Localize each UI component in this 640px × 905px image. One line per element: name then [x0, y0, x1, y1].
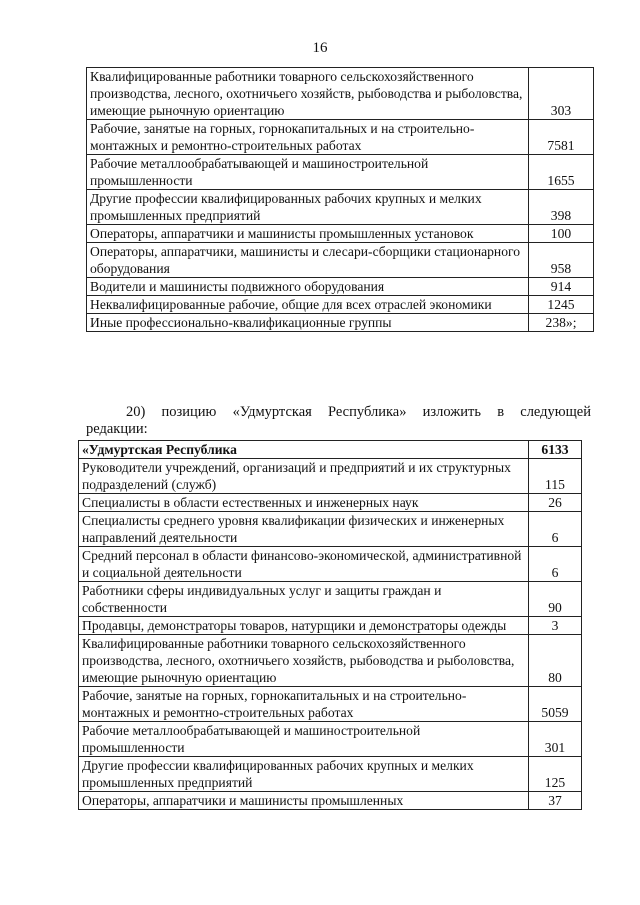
row-label: Другие профессии квалифицированных рабочих крупных и мелких промышленных предприятий	[79, 757, 529, 792]
row-label: Операторы, аппаратчики и машинисты промышленных	[79, 792, 529, 810]
row-value: 80	[529, 635, 582, 687]
page-number: 16	[312, 40, 328, 56]
row-label: Продавцы, демонстраторы товаров, натурщики и демонстраторы одежды	[79, 617, 529, 635]
row-value: 100	[529, 225, 594, 243]
row-value: 958	[529, 243, 594, 278]
table-row	[79, 582, 582, 617]
table-row	[87, 314, 594, 332]
row-value: 238»;	[529, 314, 594, 332]
table-row	[87, 296, 594, 314]
row-value: 6	[529, 512, 582, 547]
row-value: 5059	[529, 687, 582, 722]
row-label: Операторы, аппаратчики, машинисты и слесари-сборщики стационарного оборудования	[87, 243, 529, 278]
row-label: Другие профессии квалифицированных рабочих крупных и мелких промышленных предприятий	[87, 190, 529, 225]
row-value: 125	[529, 757, 582, 792]
row-value: 398	[529, 190, 594, 225]
row-label: Специалисты среднего уровня квалификации физических и инженерных направлений деятельности	[79, 512, 529, 547]
row-value: 115	[529, 459, 582, 494]
row-label: Рабочие, занятые на горных, горнокапитальных и на строительно-монтажных и ремонтно-строительных работах	[87, 120, 529, 155]
row-label: Операторы, аппаратчики и машинисты промышленных установок	[87, 225, 529, 243]
table-row	[79, 687, 582, 722]
amendment-paragraph-continued: редакции:	[86, 421, 148, 437]
row-value: 1245	[529, 296, 594, 314]
table-row	[79, 459, 582, 494]
table-row	[87, 225, 594, 243]
table-row	[87, 190, 594, 225]
row-value: 26	[529, 494, 582, 512]
table-row	[79, 512, 582, 547]
row-label: Квалифицированные работники товарного сельскохозяйственного производства, лесного, охотничьего хозяйств, рыбоводства и рыболовства, имеющие рыночную ориентацию	[87, 68, 529, 120]
row-label: Средний персонал в области финансово-экономической, административной и социальной деятельности	[79, 547, 529, 582]
row-label: Работники сферы индивидуальных услуг и защиты граждан и собственности	[79, 582, 529, 617]
row-value: 6	[529, 547, 582, 582]
table-row	[79, 722, 582, 757]
table-row	[87, 120, 594, 155]
table-row	[87, 278, 594, 296]
row-label: Иные профессионально-квалификационные группы	[87, 314, 529, 332]
occupation-table-previous	[86, 67, 594, 332]
table-row	[87, 155, 594, 190]
table-row	[79, 547, 582, 582]
row-label: Руководители учреждений, организаций и предприятий и их структурных подразделений (служб)	[79, 459, 529, 494]
row-label: Рабочие металлообрабатывающей и машиностроительной промышленности	[79, 722, 529, 757]
region-total: 6133	[529, 441, 582, 459]
table-row	[79, 617, 582, 635]
row-value: 1655	[529, 155, 594, 190]
table-row	[79, 757, 582, 792]
row-value: 7581	[529, 120, 594, 155]
table-row	[79, 635, 582, 687]
row-label: Неквалифицированные рабочие, общие для всех отраслей экономики	[87, 296, 529, 314]
row-label: Рабочие металлообрабатывающей и машиностроительной промышленности	[87, 155, 529, 190]
row-value: 3	[529, 617, 582, 635]
row-label: Водители и машинисты подвижного оборудования	[87, 278, 529, 296]
amendment-paragraph: 20) позицию «Удмуртская Республика» изложить в следующей	[126, 404, 591, 420]
table-row	[87, 243, 594, 278]
row-value: 90	[529, 582, 582, 617]
row-label: Квалифицированные работники товарного сельскохозяйственного производства, лесного, охотничьего хозяйств, рыбоводства и рыболовства, имеющие рыночную ориентацию	[79, 635, 529, 687]
row-label: Специалисты в области естественных и инженерных наук	[79, 494, 529, 512]
row-label: Рабочие, занятые на горных, горнокапитальных и на строительно-монтажных и ремонтно-строительных работах	[79, 687, 529, 722]
table-row	[79, 494, 582, 512]
region-title: «Удмуртская Республика	[79, 441, 529, 459]
udmurt-republic-table	[78, 440, 582, 810]
row-value: 301	[529, 722, 582, 757]
table-row	[87, 68, 594, 120]
row-value: 303	[529, 68, 594, 120]
table-row	[79, 792, 582, 810]
table-header-row	[79, 441, 582, 459]
row-value: 37	[529, 792, 582, 810]
row-value: 914	[529, 278, 594, 296]
